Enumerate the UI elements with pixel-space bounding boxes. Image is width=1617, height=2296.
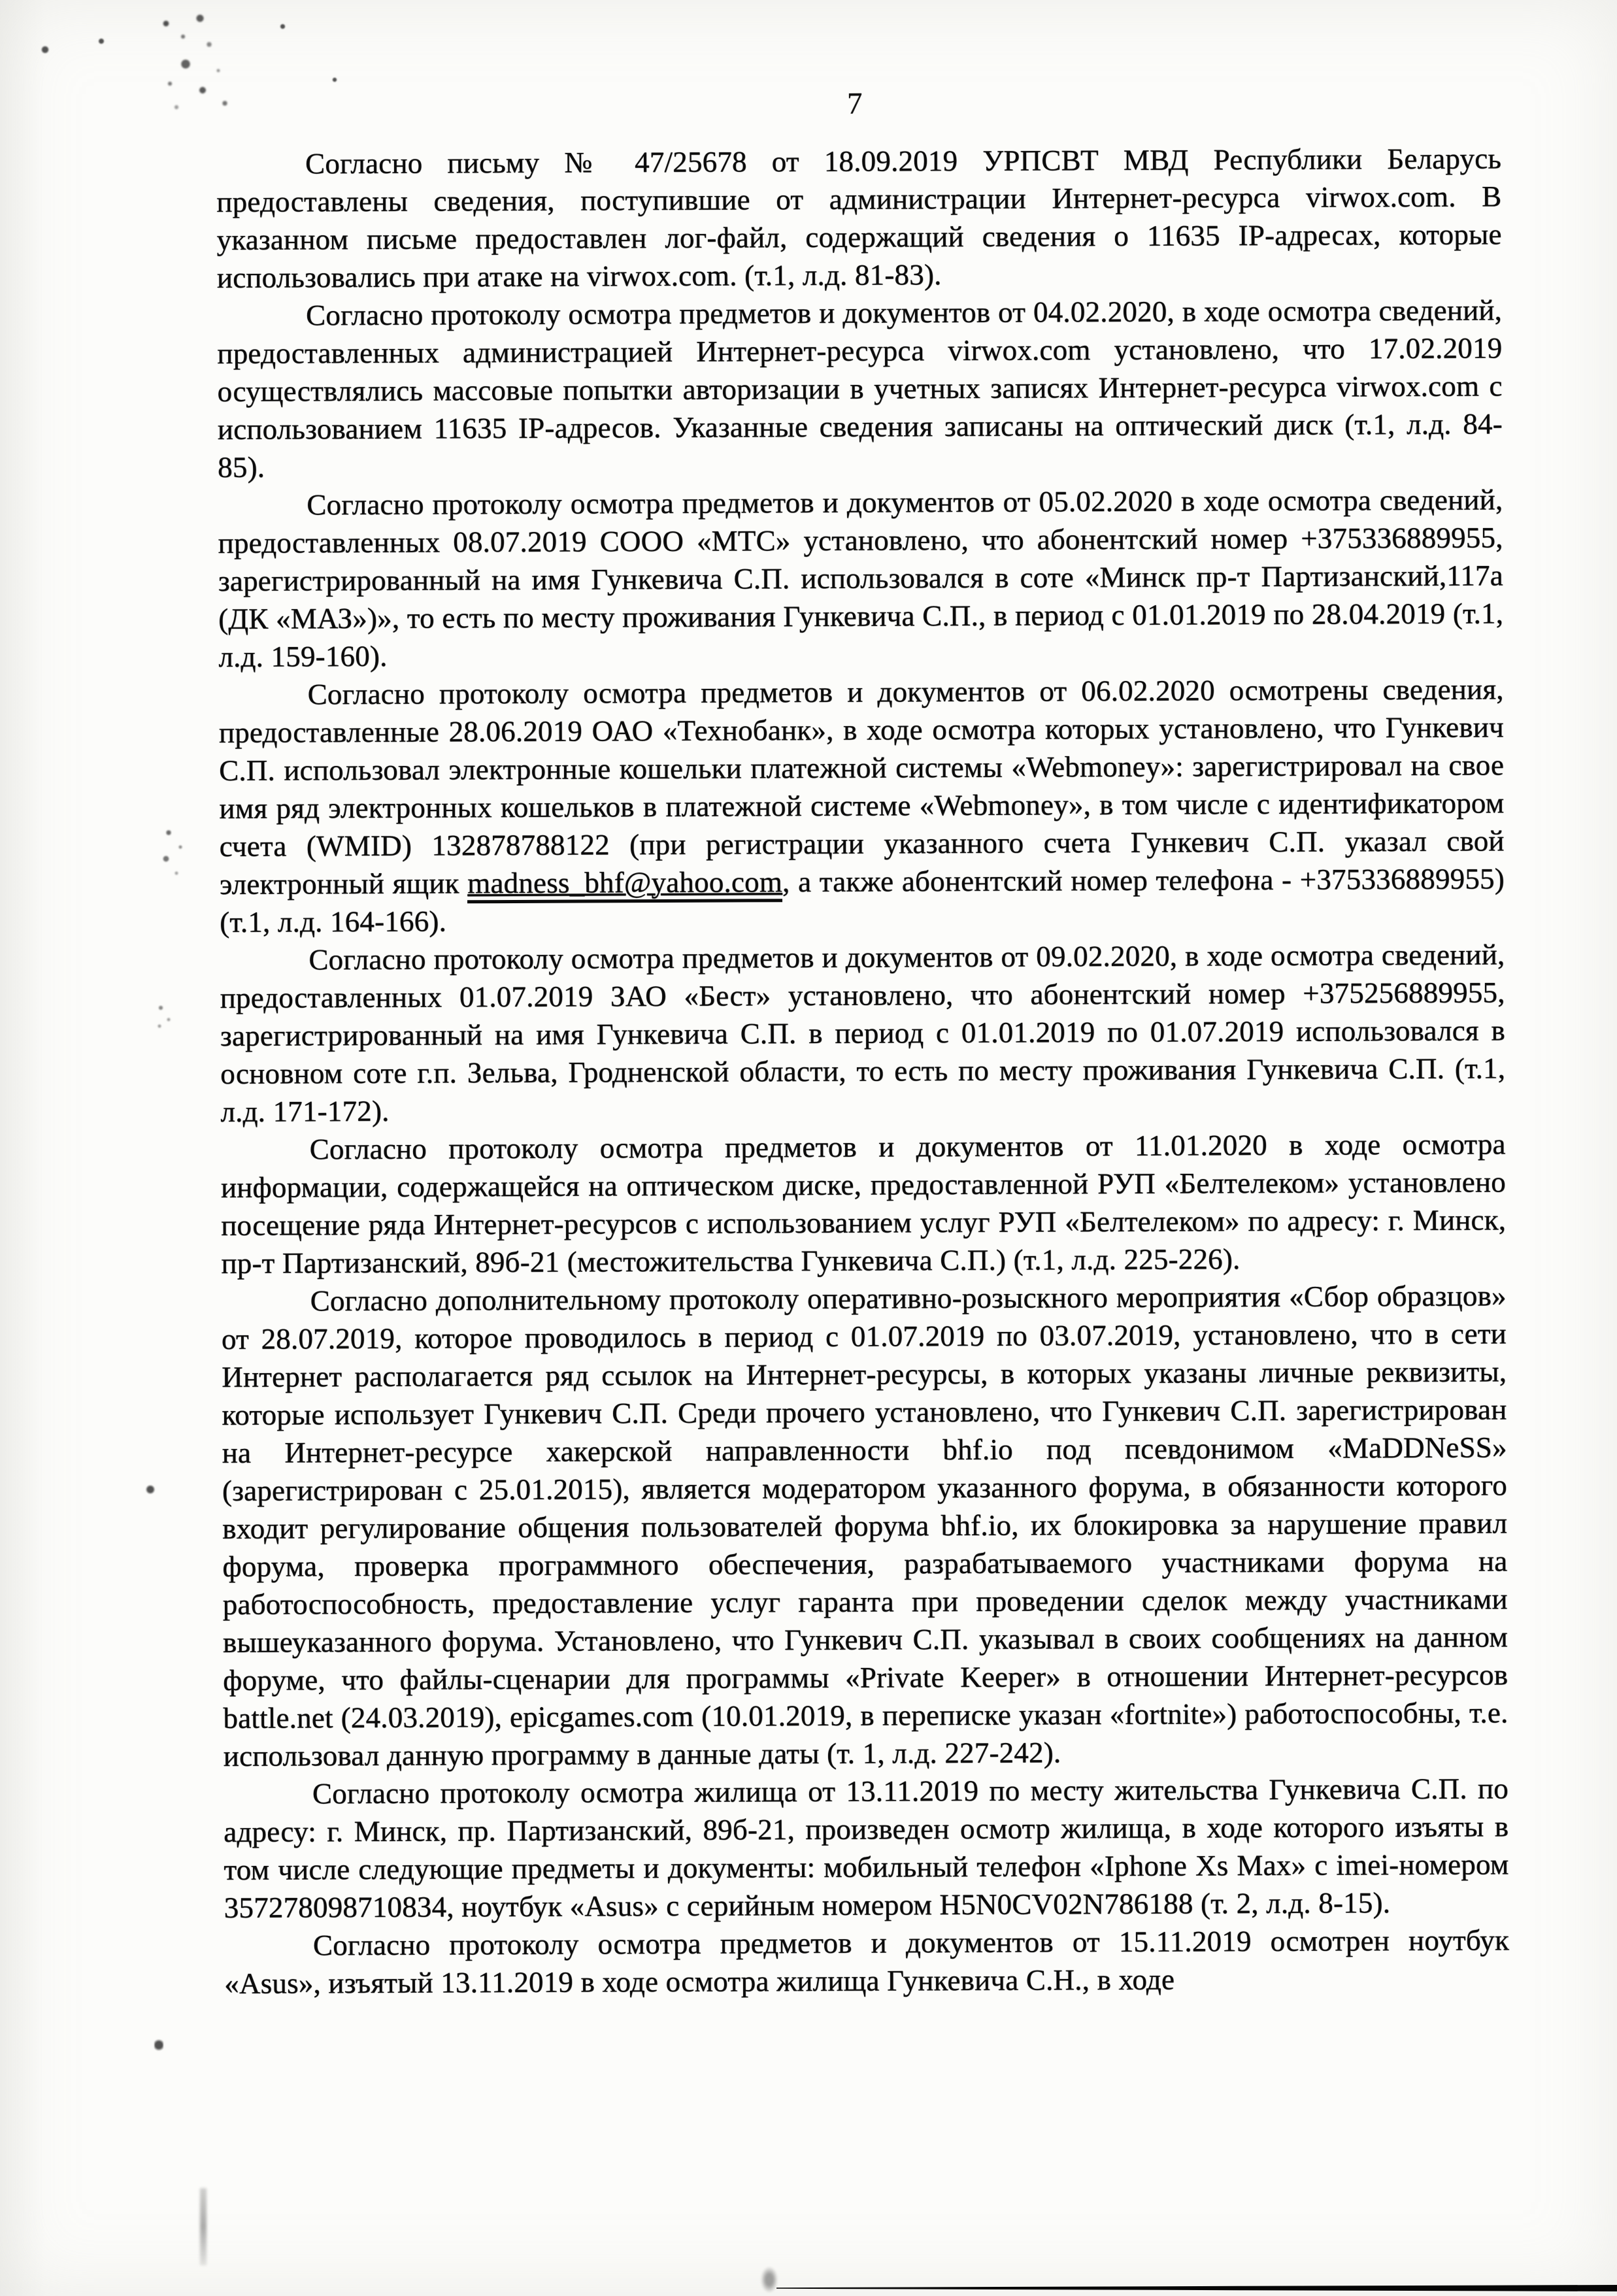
paragraph-inspection-04-02-2020: Согласно протоколу осмотра предметов и документов от 04.02.2020, в ходе осмотра сведений, предоставленных администрацией Интернет-ресурса virwox.com установлено, что 17.02.2019 осуществлялись массовые попытки авторизации в учетных записях Интернет-ресурса virwox.com с использованием 11635 IP-адресов. Указанные сведения записаны на оптический диск (т.1, л.д. 84-85).: [217, 293, 1503, 484]
paragraph-inspection-11-01-2020-beltelecom: Согласно протоколу осмотра предметов и документов от 11.01.2020 в ходе осмотра информации, содержащейся на оптическом диске, предоставленной РУП «Белтелеком» установлено посещение ряда Интернет-ресурсов с использованием услуг РУП «Белтелеком» по адресу: г. Минск, пр-т Партизанский, 89б-21 (местожительства Гункевича С.П.) (т.1, л.д. 225-226).: [220, 1127, 1507, 1280]
page-number: 7: [846, 86, 863, 121]
scan-speck: [332, 77, 337, 82]
paragraph-text-before-email: Согласно протоколу осмотра предметов и документов от 06.02.2020 осмотрены сведения, предоставленные 28.06.2019 ОАО «Технобанк», в ходе осмотра которых установлено, что Гункевич С.П. использовал электронные кошельки платежной системы «Webmoney»: зарегистрировал на свое имя ряд электронных кошельков в платежной системе «Webmoney», в том числе с идентификатором счета (WMID) 132878788122 (при регистрации указанного счета Гункевич С.П. указал свой электронный ящик: [218, 673, 1505, 901]
document-body: [216, 139, 1509, 2003]
scan-speck-left-margin: [154, 818, 193, 884]
paragraph-inspection-09-02-2020-best: Согласно протоколу осмотра предметов и документов от 09.02.2020, в ходе осмотра сведений, предоставленных 01.07.2019 ЗАО «Бест» установлено, что абонентский номер +375256889955, зарегистрированный на имя Гункевича С.П. в период с 01.01.2019 по 01.07.2019 использовался в основном соте г.п. Зельва, Гродненской области, то есть по месту проживания Гункевича С.П. (т.1, л.д. 171-172).: [220, 938, 1506, 1128]
scan-speck: [41, 46, 50, 54]
scan-streak-bottom-left: [200, 2188, 207, 2265]
paragraph-home-search-13-11-2019: Согласно протоколу осмотра жилища от 13.11.2019 по месту жительства Гункевича С.П. по адресу: г. Минск, пр. Партизанский, 89б-21, произведен осмотр жилища, в ходе которого изъяты в том числе следующие предметы и документы: мобильный телефон «Iphone Xs Max» с imei-номером 357278098710834, ноутбук «Asus» с серийным номером H5N0CV02N786188 (т. 2, л.д. 8-15).: [224, 1772, 1509, 1924]
scan-shadow-left-edge: [0, 0, 46, 2296]
paragraph-orm-sbor-obrazcov: Согласно дополнительному протоколу оперативно-розыскного мероприятия «Сбор образцов» от 28.07.2019, которое проводилось в период с 01.07.2019 по 03.07.2019, установлено, что в сети Интернет располагается ряд ссылок на Интернет-ресурсы, в которых указаны личные реквизиты, которые использует Гункевич С.П. Среди прочего установлено, что Гункевич С.П. зарегистрирован на Интернет-ресурсе хакерской направленности bhf.io под псевдонимом «MaDDNeSS» (зарегистрирован с 25.01.2015), является модератором указанного форума, в обязанности которого входит регулирование общения пользователей форума bhf.io, их блокировка за нарушение правил форума, проверка программного обеспечения, разрабатываемого участниками форума на работоспособность, предоставление услуг гаранта при проведении сделок между участниками вышеуказанного форума. Установлено, что Гункевич С.П. указывал в своих сообщениях на данном форуме, что файлы-сценарии для программы «Private Keeper» в отношении Интернет-ресурсов battle.net (24.03.2019), epicgames.com (10.01.2019, в переписке указан «fortnite») работоспособны, т.е. использовал данную программу в данные даты (т. 1, л.д. 227-242).: [221, 1279, 1509, 1772]
paragraph-inspection-06-02-2020-technobank: [219, 670, 1505, 941]
paragraph-laptop-inspection-15-11-2019: Согласно протоколу осмотра предметов и документов от 15.11.2019 осмотрен ноутбук «Asus», изъятый 13.11.2019 в ходе осмотра жилища Гункевича С.Н., в ходе: [224, 1923, 1510, 2000]
scan-speck-left-margin: [154, 2038, 163, 2052]
paragraph-text-after-email: , а также абонентский номер телефона - +375336889955) (т.1, л.д. 164-166).: [220, 862, 1505, 939]
scan-speck-left-margin: [145, 1485, 156, 1494]
email-address-underlined: madness_bhf@yahoo.com: [467, 865, 782, 903]
scan-speck: [98, 38, 105, 44]
paragraph-virwox-letter: Согласно письму № 47/25678 от 18.09.2019 УРПСВТ МВД Республики Беларусь предоставлены сведения, поступившие от администрации Интернет-ресурса virwox.com. В указанном письме предоставлен лог-файл, содержащий сведения о 11635 IP-адресах, которые использовались при атаке на virwox.com. (т.1, л.д. 81-83).: [216, 142, 1502, 294]
scan-speck: [280, 24, 286, 29]
paragraph-inspection-05-02-2020-mts: Согласно протоколу осмотра предметов и документов от 05.02.2020 в ходе осмотра сведений, предоставленных 08.07.2019 СООО «МТС» установлено, что абонентский номер +375336889955, зарегистрированный на имя Гункевича С.П. использовался в соте «Минск пр-т Партизанский,117а (ДК «МАЗ»)», то есть по месту проживания Гункевича С.П., в период с 01.01.2019 по 28.04.2019 (т.1, л.д. 159-160).: [218, 483, 1504, 673]
scan-blob: [761, 2267, 778, 2293]
scan-artifact-line-bottom: [776, 2285, 1617, 2291]
scan-speck-left-margin: [152, 999, 178, 1033]
